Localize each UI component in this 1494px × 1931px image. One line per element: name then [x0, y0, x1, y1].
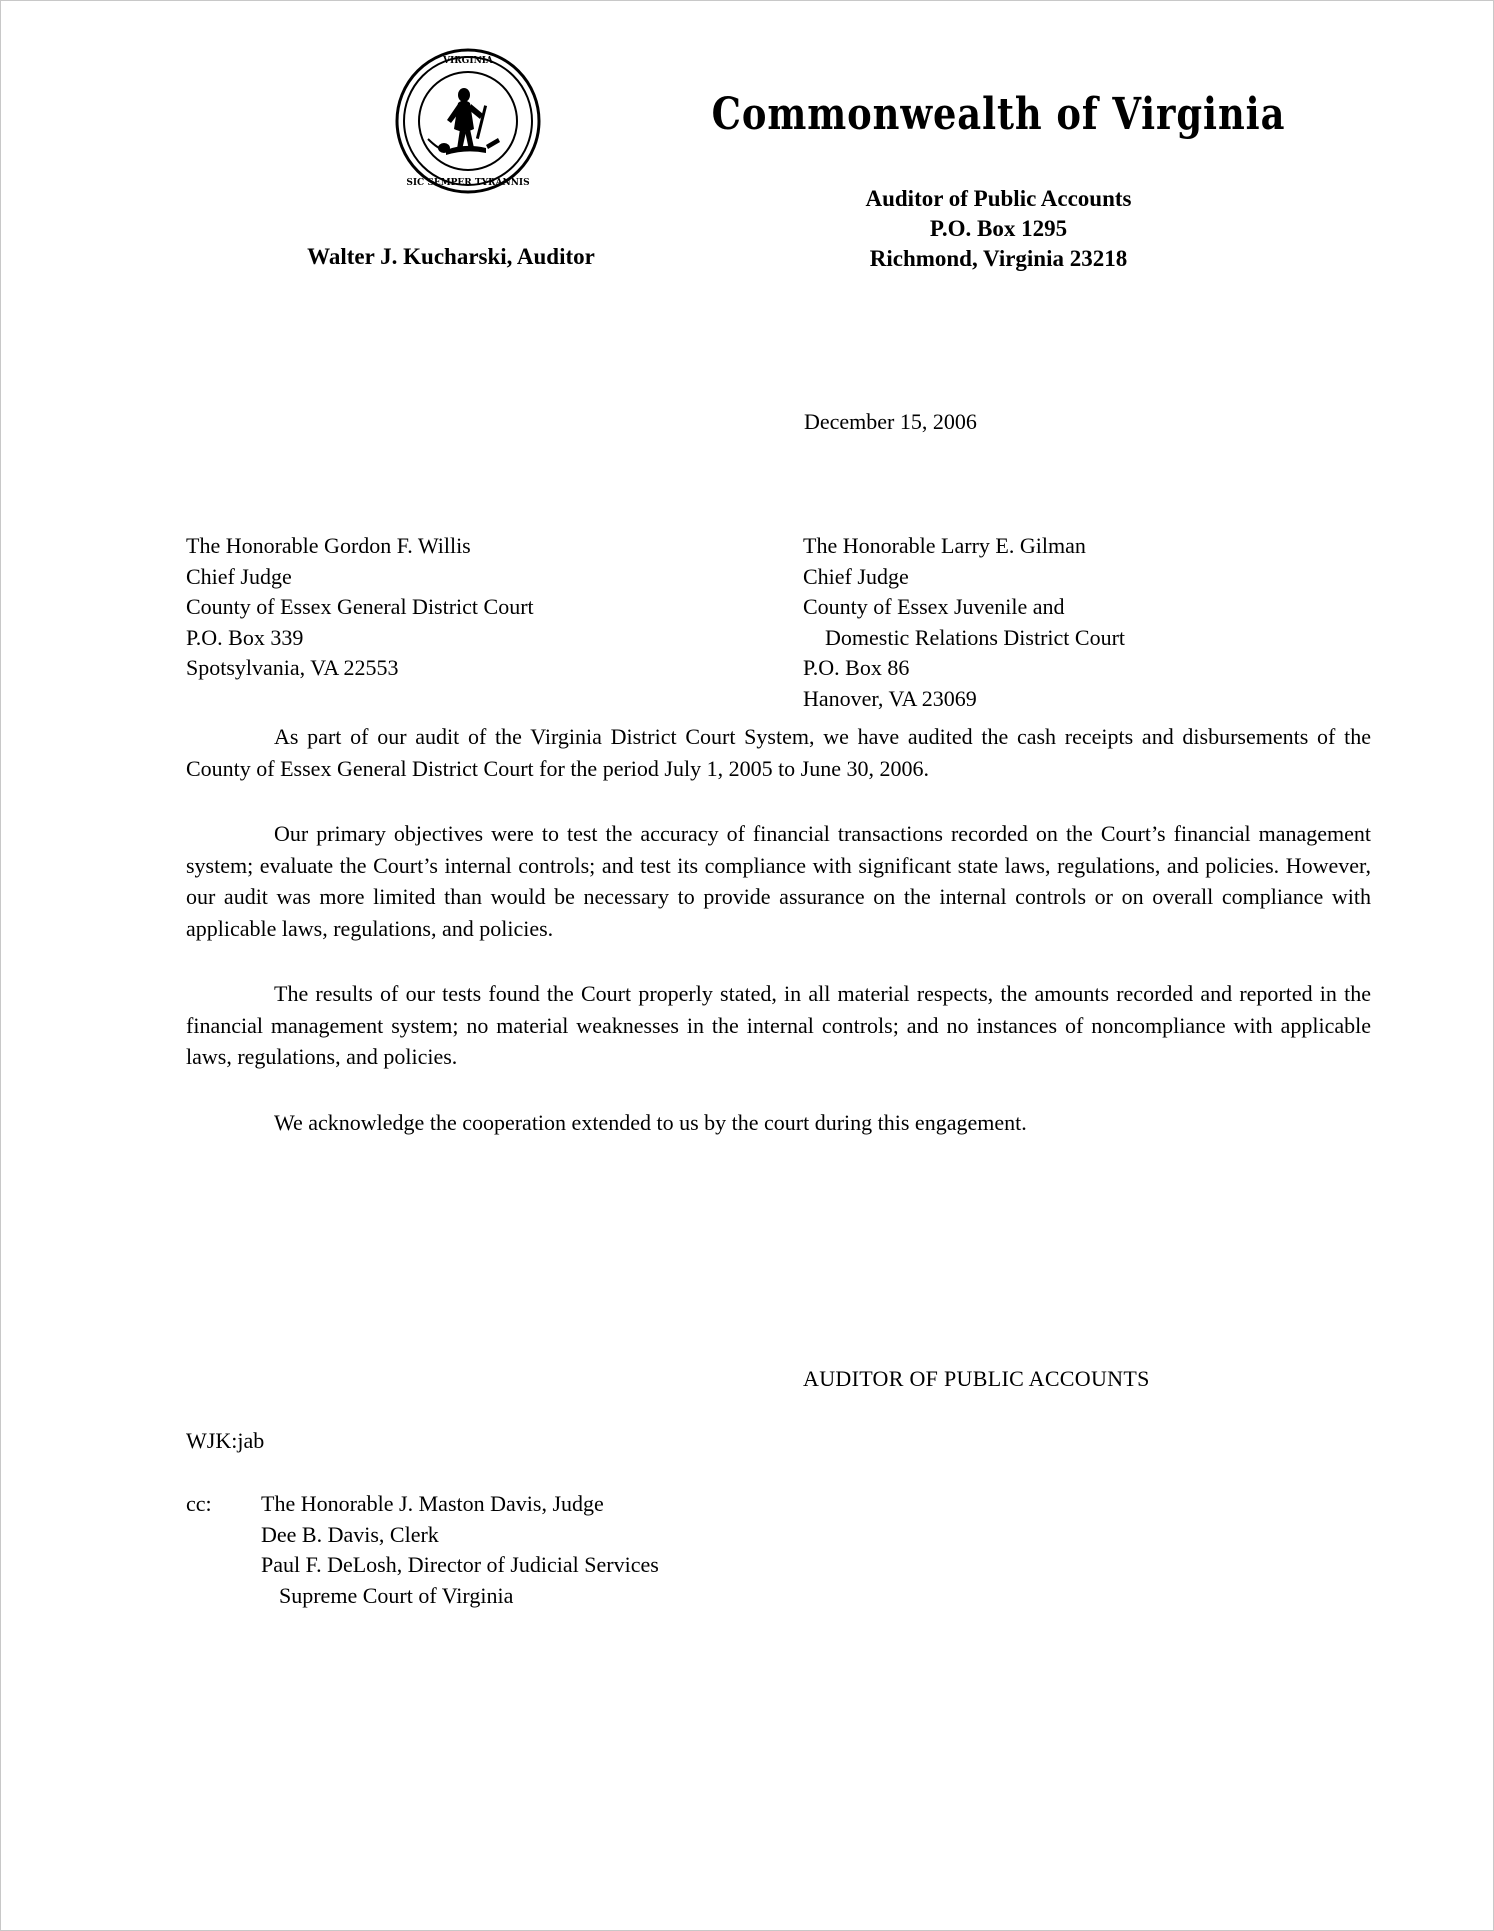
- recipient-left-line: P.O. Box 339: [186, 624, 304, 650]
- auditor-office-block: [626, 184, 1371, 274]
- signature-block: AUDITOR OF PUBLIC ACCOUNTS: [803, 1366, 1150, 1391]
- svg-text:SIC SEMPER TYRANNIS: SIC SEMPER TYRANNIS: [406, 178, 530, 188]
- po-box-line: P.O. Box 1295: [929, 216, 1068, 241]
- recipient-right-line: County of Essex Juvenile and: [803, 594, 1065, 619]
- letterhead: [186, 31, 1371, 271]
- recipient-right-line: Chief Judge: [803, 563, 909, 589]
- auditor-office-line: Auditor of Public Accounts: [865, 186, 1132, 211]
- recipient-left-line: County of Essex General District Court: [186, 594, 534, 619]
- cc-list-item: Dee B. Davis, Clerk: [261, 1521, 439, 1547]
- body-paragraph: As part of our audit of the Virginia District Court System, we have audited the cash receipts and disbursements of the County of Essex General District Court for the period July 1, 2005 to June 30, 2006.: [186, 724, 1371, 781]
- svg-text:VIRGINIA: VIRGINIA: [443, 56, 493, 66]
- cc-label: cc:: [186, 1491, 212, 1516]
- auditor-name: Walter J. Kucharski, Auditor: [307, 244, 595, 269]
- recipient-right: [803, 531, 1363, 714]
- recipient-left: [186, 531, 746, 684]
- letter-body: [186, 721, 1371, 1172]
- cc-list: [261, 1489, 961, 1611]
- letter-date: December 15, 2006: [804, 409, 977, 434]
- page-content: [186, 31, 1371, 1608]
- city-state-zip-line: Richmond, Virginia 23218: [869, 246, 1128, 271]
- cc-list-item: The Honorable J. Maston Davis, Judge: [261, 1491, 604, 1516]
- cc-list-item: Paul F. DeLosh, Director of Judicial Services: [261, 1552, 659, 1577]
- recipient-left-line: The Honorable Gordon F. Willis: [186, 533, 471, 558]
- body-paragraph: The results of our tests found the Court properly stated, in all material respects, the amounts recorded and reported in the financial management system; no material weaknesses in the internal controls; and no instances of noncompliance with applicable laws, regulations, and policies.: [186, 981, 1371, 1069]
- cc-list-item: Supreme Court of Virginia: [279, 1582, 514, 1608]
- recipient-right-line: The Honorable Larry E. Gilman: [803, 533, 1086, 558]
- state-title: Commonwealth of Virginia: [711, 89, 1286, 140]
- virginia-state-seal-icon: [394, 47, 542, 195]
- page-sheet: [11, 11, 1485, 1922]
- recipient-right-line: Domestic Relations District Court: [825, 624, 1126, 650]
- recipient-right-line: P.O. Box 86: [803, 655, 910, 680]
- recipient-left-line: Spotsylvania, VA 22553: [186, 655, 399, 680]
- body-paragraph: Our primary objectives were to test the accuracy of financial transactions recorded on the Court’s financial management system; evaluate the Court’s internal controls; and test its compliance with significant state laws, regulations, and policies. However, our audit was more limited than would be necessary to provide assurance on the internal controls or on overall compliance with applicable laws, regulations, and policies.: [186, 821, 1371, 941]
- typist-initials: WJK:jab: [186, 1428, 265, 1453]
- recipient-left-line: Chief Judge: [186, 563, 292, 589]
- recipient-right-line: Hanover, VA 23069: [803, 685, 977, 711]
- body-paragraph: We acknowledge the cooperation extended to us by the court during this engagement.: [274, 1109, 1027, 1135]
